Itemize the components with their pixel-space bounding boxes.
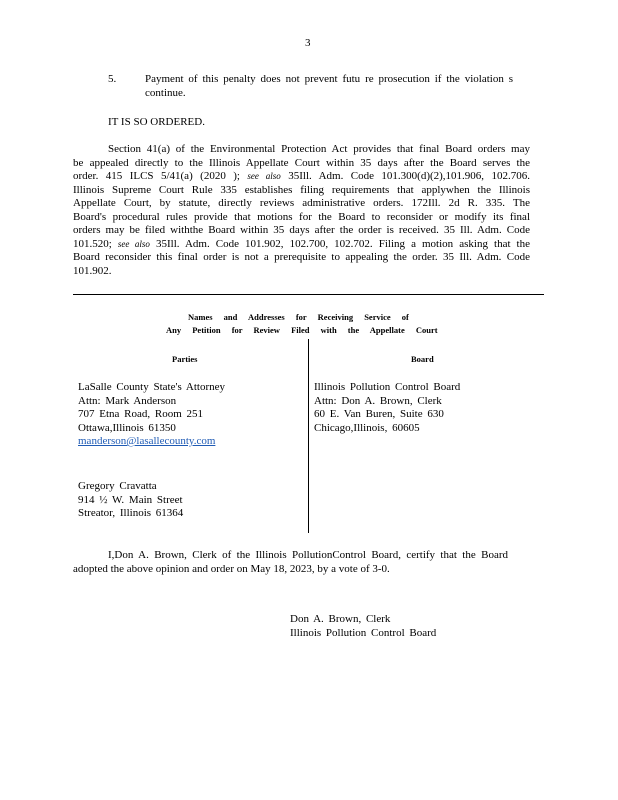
appeal-line: Section 41(a) of the Environmental Protection Act provides that final Board orders may	[108, 143, 530, 155]
party-2-line: Gregory Cravatta	[78, 480, 157, 492]
parties-column-header: Parties	[172, 354, 198, 364]
column-divider	[308, 339, 309, 533]
appeal-line: orders may be filed withthe Board within 35 days after the order is received. 35 Ill. Adm. Code	[73, 224, 530, 236]
table-top-rule	[73, 294, 544, 295]
appeal-line: order. 415 ILCS 5/41(a) (2020 ); see also 35Ill. Adm. Code 101.300(d)(2),101.906, 102.706.	[73, 170, 530, 182]
certification-line-2: adopted the above opinion and order on May 18, 2023, by a vote of 3-0.	[73, 562, 390, 575]
party-1-line: Attn: Mark Anderson	[78, 394, 177, 407]
party-2-line: 914 ½ W. Main Street	[78, 493, 183, 506]
appeal-line: Appellate Court, by statute, directly reviews administrative orders. 172Ill. 2d R. 335. The	[73, 197, 530, 209]
appeal-line: Illinois Supreme Court Rule 335 establishes filing requirements that applywhen the Illinois	[73, 183, 530, 196]
table-heading-line-1: Names and Addresses for Receiving Service of	[188, 312, 409, 322]
signature-block	[290, 613, 436, 640]
appeal-line: be appealed directly to the Illinois Appellate Court within 35 days after the Board serves the	[73, 156, 530, 169]
page-number: 3	[305, 37, 311, 49]
appeal-paragraph	[73, 143, 530, 278]
board-line: Illinois Pollution Control Board	[314, 381, 461, 393]
appeal-line: 101.902.	[73, 264, 112, 277]
certification-line-1: I,Don A. Brown, Clerk of the Illinois PollutionControl Board, certify that the Board	[108, 549, 508, 561]
party-2-line: Streator, Illinois 61364	[78, 507, 184, 519]
party-1-line: Ottawa,Illinois 61350	[78, 421, 176, 434]
item-5-line-1: Payment of this penalty does not prevent futu re prosecution if the violation s	[145, 73, 513, 85]
party-1-line: 707 Etna Road, Room 251	[78, 408, 204, 420]
item-5-line-2: continue.	[145, 86, 186, 99]
party-2-block	[78, 480, 183, 521]
appeal-line: Board's procedural rules provide that motions for the Board to reconsider or modify its final	[73, 210, 530, 223]
item-5-text	[145, 73, 513, 100]
item-number: 5.	[108, 73, 117, 85]
signature-name: Don A. Brown, Clerk	[290, 613, 391, 625]
party-1-email-link[interactable]: manderson@lasallecounty.com	[78, 435, 216, 447]
board-line: 60 E. Van Buren, Suite 630	[314, 408, 444, 420]
board-line: Attn: Don A. Brown, Clerk	[314, 394, 442, 407]
table-heading-line-2: Any Petition for Review Filed with the Appellate Court	[166, 325, 438, 335]
certification-paragraph	[73, 549, 508, 576]
board-column-header: Board	[411, 354, 434, 364]
signature-org: Illinois Pollution Control Board	[290, 626, 437, 639]
party-1-line: LaSalle County State's Attorney	[78, 381, 225, 393]
board-address-block	[314, 381, 460, 435]
appeal-line: 101.520; see also 35Ill. Adm. Code 101.902, 102.700, 102.702. Filing a motion asking that the	[73, 237, 530, 250]
so-ordered: IT IS SO ORDERED.	[108, 116, 205, 128]
party-1-block	[78, 381, 230, 449]
board-line: Chicago,Illinois, 60605	[314, 421, 420, 434]
appeal-line: Board reconsider this final order is not a prerequisite to appealing the order. 35 Ill. Adm. Code	[73, 251, 530, 263]
